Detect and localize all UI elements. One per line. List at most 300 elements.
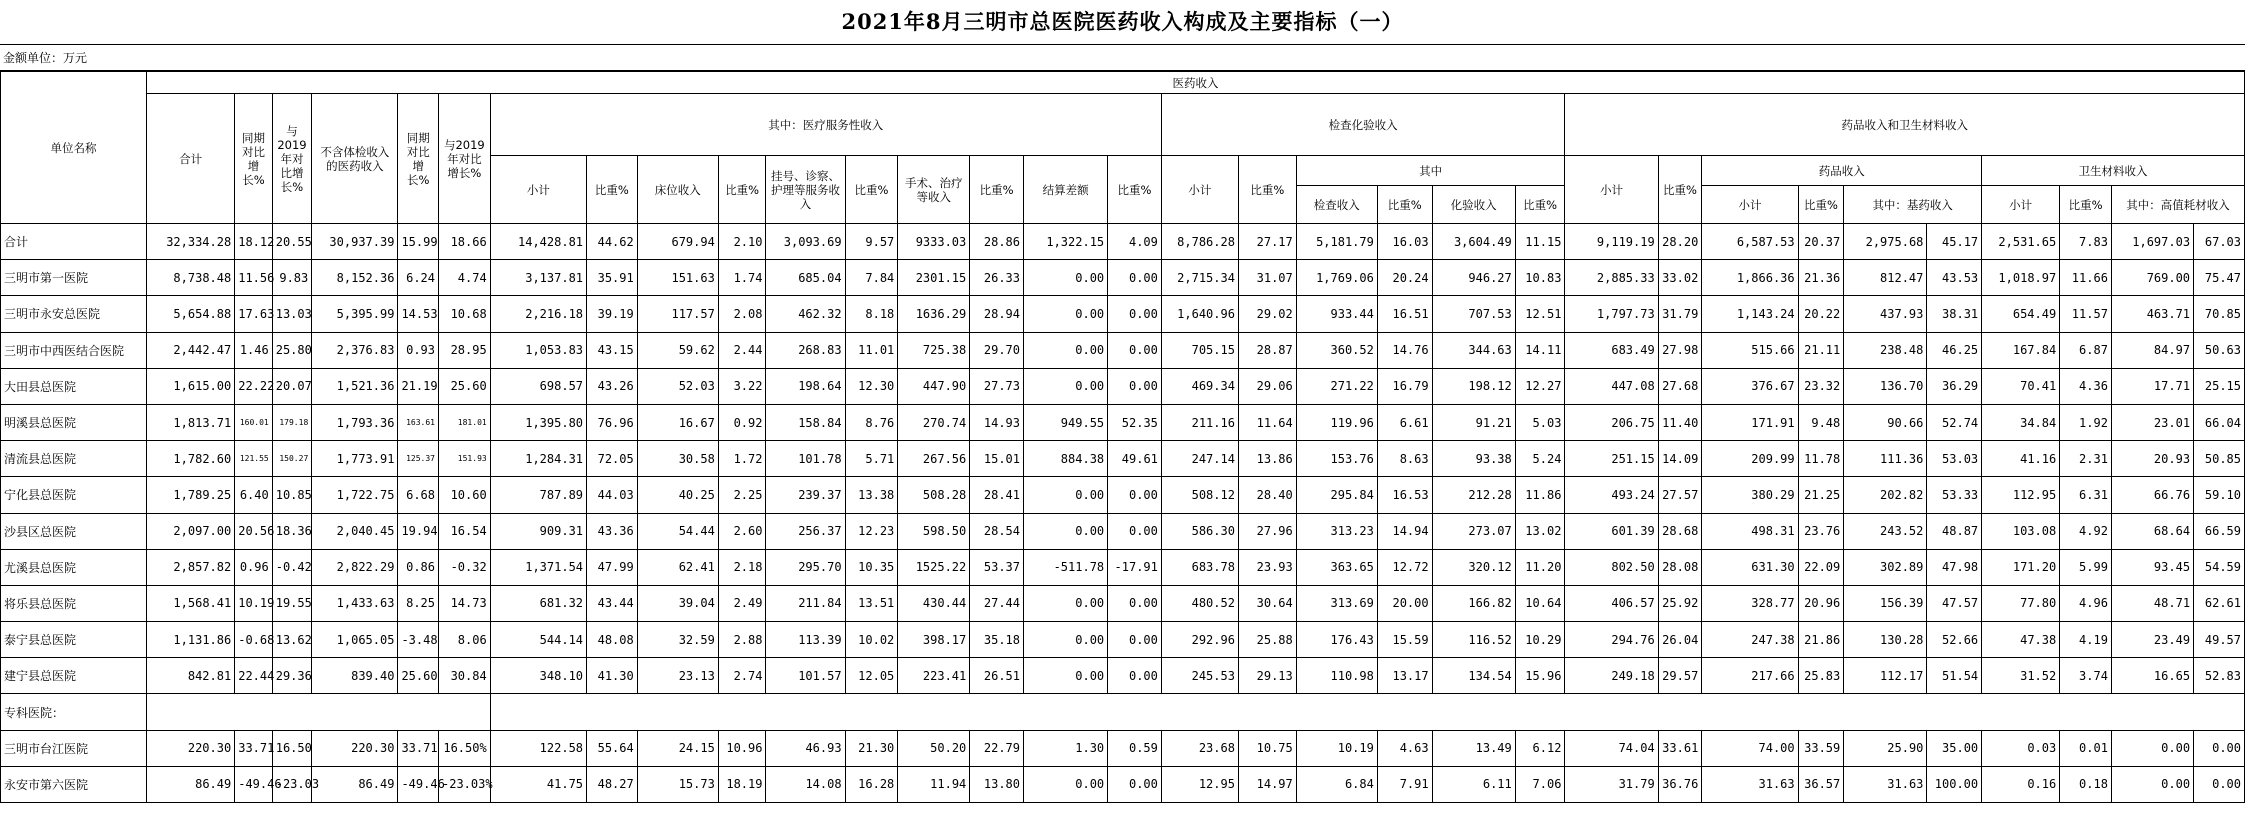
- table-cell: 6.87: [2060, 332, 2112, 368]
- table-cell: 25.92: [1658, 585, 1702, 621]
- table-cell: 6.68: [398, 477, 439, 513]
- table-cell: 681.32: [490, 585, 586, 621]
- table-cell: 20.93: [2111, 441, 2193, 477]
- table-cell: 101.57: [766, 658, 845, 694]
- table-cell: 295.70: [766, 549, 845, 585]
- table-cell: 20.07: [272, 368, 312, 404]
- table-cell: 302.89: [1844, 549, 1927, 585]
- header-high-value: 其中：高值耗材收入: [2111, 186, 2244, 224]
- table-cell: 1,018.97: [1982, 260, 2060, 296]
- table-cell: 544.14: [490, 622, 586, 658]
- table-cell: 1,568.41: [147, 585, 235, 621]
- table-cell: 4.92: [2060, 513, 2112, 549]
- table-cell: 217.66: [1702, 658, 1798, 694]
- table-cell: 0.00: [2111, 766, 2193, 802]
- table-cell: 2,097.00: [147, 513, 235, 549]
- table-cell: 3,093.69: [766, 224, 845, 260]
- table-cell: 39.04: [637, 585, 718, 621]
- table-cell: 16.79: [1377, 368, 1432, 404]
- table-cell: 0.00: [1108, 332, 1162, 368]
- table-cell: 3.74: [2060, 658, 2112, 694]
- table-cell: 10.19: [1296, 730, 1377, 766]
- table-cell: 267.56: [898, 441, 970, 477]
- table-cell: 398.17: [898, 622, 970, 658]
- table-cell: 11.64: [1238, 404, 1296, 440]
- table-cell: 1.30: [1024, 730, 1108, 766]
- table-cell: 167.84: [1982, 332, 2060, 368]
- table-cell: 0.00: [1108, 296, 1162, 332]
- table-cell: 1.46: [235, 332, 273, 368]
- table-cell: 8.25: [398, 585, 439, 621]
- table-cell: 125.37: [398, 441, 439, 477]
- table-cell: 21.86: [1798, 622, 1844, 658]
- table-cell: 54.59: [2194, 549, 2245, 585]
- table-row: [1, 224, 2245, 260]
- table-cell: 22.22: [235, 368, 273, 404]
- table-cell: 10.60: [439, 477, 491, 513]
- table-cell: 909.31: [490, 513, 586, 549]
- table-cell: 6.24: [398, 260, 439, 296]
- table-cell: 27.44: [970, 585, 1024, 621]
- table-cell: 1,433.63: [312, 585, 398, 621]
- table-cell: 171.91: [1702, 404, 1798, 440]
- table-cell: 15.96: [1515, 658, 1565, 694]
- table-cell: 586.30: [1161, 513, 1238, 549]
- table-cell: 0.01: [2060, 730, 2112, 766]
- table-cell: 206.75: [1565, 404, 1658, 440]
- table-cell: 0.00: [1024, 260, 1108, 296]
- table-cell: 31.52: [1982, 658, 2060, 694]
- table-cell: 153.76: [1296, 441, 1377, 477]
- table-cell: 15.99: [398, 224, 439, 260]
- table-cell: 90.66: [1844, 404, 1927, 440]
- table-cell: 0.00: [1108, 585, 1162, 621]
- table-cell: 1,769.06: [1296, 260, 1377, 296]
- table-cell: 0.00: [1108, 260, 1162, 296]
- table-cell: 27.73: [970, 368, 1024, 404]
- table-row: [1, 549, 2245, 585]
- table-cell: 76.96: [587, 404, 638, 440]
- table-cell: 1,797.73: [1565, 296, 1658, 332]
- unit-label: 金额单位：万元: [0, 44, 2245, 71]
- table-cell: 101.78: [766, 441, 845, 477]
- table-cell: -23.03%: [439, 766, 491, 802]
- table-cell: 150.27: [272, 441, 312, 477]
- table-cell: 19.94: [398, 513, 439, 549]
- table-cell: 705.15: [1161, 332, 1238, 368]
- table-cell: 11.66: [2060, 260, 2112, 296]
- table-cell: 28.68: [1658, 513, 1702, 549]
- row-unit-name: 尤溪县总医院: [1, 549, 147, 585]
- table-cell: 31.63: [1702, 766, 1798, 802]
- table-cell: 769.00: [2111, 260, 2193, 296]
- table-cell: 812.47: [1844, 260, 1927, 296]
- table-cell: 24.15: [637, 730, 718, 766]
- table-cell: 46.93: [766, 730, 845, 766]
- row-unit-name: 将乐县总医院: [1, 585, 147, 621]
- table-cell: 239.37: [766, 477, 845, 513]
- table-cell: 247.14: [1161, 441, 1238, 477]
- table-cell: 151.93: [439, 441, 491, 477]
- table-cell: 802.50: [1565, 549, 1658, 585]
- table-cell: 1,065.05: [312, 622, 398, 658]
- table-row: [1, 368, 2245, 404]
- table-cell: 0.00: [2111, 730, 2193, 766]
- row-unit-name: 三明市中西医结合医院: [1, 332, 147, 368]
- table-cell: 598.50: [898, 513, 970, 549]
- table-cell: 14.11: [1515, 332, 1565, 368]
- table-cell: -3.48: [398, 622, 439, 658]
- table-cell: 84.97: [2111, 332, 2193, 368]
- table-cell: 8,786.28: [1161, 224, 1238, 260]
- table-cell: 25.83: [1798, 658, 1844, 694]
- table-cell: 16.28: [845, 766, 898, 802]
- table-cell: 2.49: [718, 585, 766, 621]
- section-row: [1, 694, 2245, 730]
- table-cell: 32.59: [637, 622, 718, 658]
- table-cell: 0.00: [1108, 368, 1162, 404]
- table-cell: 14.93: [970, 404, 1024, 440]
- table-cell: 243.52: [1844, 513, 1927, 549]
- table-cell: 12.51: [1515, 296, 1565, 332]
- table-cell: 62.61: [2194, 585, 2245, 621]
- header-exam-ratio: 比重%: [1238, 156, 1296, 224]
- table-cell: 14.73: [439, 585, 491, 621]
- table-cell: 11.15: [1515, 224, 1565, 260]
- table-cell: 62.41: [637, 549, 718, 585]
- table-row: [1, 404, 2245, 440]
- table-cell: 7.83: [2060, 224, 2112, 260]
- table-cell: 53.33: [1927, 477, 1982, 513]
- table-row: [1, 730, 2245, 766]
- table-cell: 47.99: [587, 549, 638, 585]
- table-cell: 251.15: [1565, 441, 1658, 477]
- row-unit-name: 永安市第六医院: [1, 766, 147, 802]
- table-cell: 363.65: [1296, 549, 1377, 585]
- table-cell: 5.03: [1515, 404, 1565, 440]
- table-cell: 113.39: [766, 622, 845, 658]
- table-cell: 12.95: [1161, 766, 1238, 802]
- table-cell: 29.06: [1238, 368, 1296, 404]
- table-cell: 23.01: [2111, 404, 2193, 440]
- table-cell: 320.12: [1432, 549, 1515, 585]
- table-cell: 1.74: [718, 260, 766, 296]
- table-cell: 30.84: [439, 658, 491, 694]
- table-cell: 41.16: [1982, 441, 2060, 477]
- header-service-subtotal: 小计: [490, 156, 586, 224]
- header-medical-income: 医药收入: [147, 72, 2245, 94]
- table-body: [1, 224, 2245, 803]
- table-cell: 38.31: [1927, 296, 1982, 332]
- row-unit-name: 建宁县总医院: [1, 658, 147, 694]
- table-cell: 53.03: [1927, 441, 1982, 477]
- table-cell: 39.19: [587, 296, 638, 332]
- table-cell: 19.55: [272, 585, 312, 621]
- table-cell: 245.53: [1161, 658, 1238, 694]
- table-cell: 10.75: [1238, 730, 1296, 766]
- table-cell: 35.00: [1927, 730, 1982, 766]
- table-cell: 25.60: [439, 368, 491, 404]
- table-cell: 515.66: [1702, 332, 1798, 368]
- table-cell: 16.67: [637, 404, 718, 440]
- table-cell: 33.61: [1658, 730, 1702, 766]
- table-cell: 25.88: [1238, 622, 1296, 658]
- header-material: 卫生材料收入: [1982, 156, 2245, 186]
- table-cell: 683.78: [1161, 549, 1238, 585]
- table-cell: 2,857.82: [147, 549, 235, 585]
- table-cell: 8.63: [1377, 441, 1432, 477]
- table-cell: 25.80: [272, 332, 312, 368]
- table-cell: 198.12: [1432, 368, 1515, 404]
- table-cell: 0.96: [235, 549, 273, 585]
- header-vs2019: 与2019年对比增长%: [272, 94, 312, 224]
- table-cell: 119.96: [1296, 404, 1377, 440]
- table-cell: 0.00: [1024, 296, 1108, 332]
- page-title: 2021年8月三明市总医院医药收入构成及主要指标（一）: [841, 9, 1404, 34]
- table-cell: 18.12: [235, 224, 273, 260]
- table-cell: 23.49: [2111, 622, 2193, 658]
- table-cell: 28.54: [970, 513, 1024, 549]
- table-cell: 0.00: [1024, 513, 1108, 549]
- row-unit-name: 清流县总医院: [1, 441, 147, 477]
- table-cell: 112.95: [1982, 477, 2060, 513]
- table-cell: 22.09: [1798, 549, 1844, 585]
- table-cell: 23.68: [1161, 730, 1238, 766]
- table-cell: 14.97: [1238, 766, 1296, 802]
- table-cell: 5,181.79: [1296, 224, 1377, 260]
- table-cell: 1,053.83: [490, 332, 586, 368]
- table-cell: 18.19: [718, 766, 766, 802]
- table-cell: 9.48: [1798, 404, 1844, 440]
- table-cell: 8.76: [845, 404, 898, 440]
- table-cell: 26.04: [1658, 622, 1702, 658]
- table-cell: 10.64: [1515, 585, 1565, 621]
- table-cell: 508.28: [898, 477, 970, 513]
- table-cell: 14,428.81: [490, 224, 586, 260]
- table-cell: 2,975.68: [1844, 224, 1927, 260]
- table-cell: 447.90: [898, 368, 970, 404]
- table-row: [1, 585, 2245, 621]
- table-cell: 212.28: [1432, 477, 1515, 513]
- table-cell: 0.00: [2194, 766, 2245, 802]
- table-cell: 43.53: [1927, 260, 1982, 296]
- table-cell: 2.44: [718, 332, 766, 368]
- table-cell: 787.89: [490, 477, 586, 513]
- table-cell: 112.17: [1844, 658, 1927, 694]
- table-cell: 16.51: [1377, 296, 1432, 332]
- section-label: 专科医院：: [1, 694, 147, 730]
- table-cell: 3.22: [718, 368, 766, 404]
- table-cell: 376.67: [1702, 368, 1798, 404]
- table-cell: 22.44: [235, 658, 273, 694]
- table-cell: 11.01: [845, 332, 898, 368]
- table-cell: 130.28: [1844, 622, 1927, 658]
- table-cell: 0.00: [1108, 766, 1162, 802]
- table-cell: 40.25: [637, 477, 718, 513]
- row-unit-name: 大田县总医院: [1, 368, 147, 404]
- table-cell: 66.59: [2194, 513, 2245, 549]
- table-cell: 10.85: [272, 477, 312, 513]
- table-cell: -49.46: [398, 766, 439, 802]
- table-cell: 49.61: [1108, 441, 1162, 477]
- table-cell: 52.35: [1108, 404, 1162, 440]
- table-cell: 7.06: [1515, 766, 1565, 802]
- table-cell: 4.09: [1108, 224, 1162, 260]
- table-cell: 0.00: [1108, 622, 1162, 658]
- table-cell: 1,615.00: [147, 368, 235, 404]
- table-cell: [147, 694, 491, 730]
- table-cell: 25.15: [2194, 368, 2245, 404]
- table-cell: 13.51: [845, 585, 898, 621]
- table-cell: 28.87: [1238, 332, 1296, 368]
- table-cell: 6.84: [1296, 766, 1377, 802]
- table-cell: -0.68: [235, 622, 273, 658]
- table-cell: 256.37: [766, 513, 845, 549]
- header-drug-ratio: 比重%: [1798, 186, 1844, 224]
- table-cell: 1.72: [718, 441, 766, 477]
- table-cell: -23.03: [272, 766, 312, 802]
- header-material-subtotal: 小计: [1982, 186, 2060, 224]
- table-cell: 70.85: [2194, 296, 2245, 332]
- header-exam: 检查化验收入: [1161, 94, 1565, 156]
- table-cell: 158.84: [766, 404, 845, 440]
- table-cell: 16.50: [272, 730, 312, 766]
- table-cell: 33.71: [398, 730, 439, 766]
- table-cell: 6.11: [1432, 766, 1515, 802]
- table-cell: 23.32: [1798, 368, 1844, 404]
- table-cell: 884.38: [1024, 441, 1108, 477]
- table-cell: 11.57: [2060, 296, 2112, 332]
- table-cell: 2.31: [2060, 441, 2112, 477]
- table-cell: 50.85: [2194, 441, 2245, 477]
- table-cell: 437.93: [1844, 296, 1927, 332]
- table-cell: 313.23: [1296, 513, 1377, 549]
- header-yoy: 同期对比增长%: [235, 94, 273, 224]
- table-cell: 30.58: [637, 441, 718, 477]
- table-cell: 508.12: [1161, 477, 1238, 513]
- table-cell: 1,722.75: [312, 477, 398, 513]
- table-cell: 28.95: [439, 332, 491, 368]
- table-cell: 31.79: [1658, 296, 1702, 332]
- header-drug-subtotal: 小计: [1702, 186, 1798, 224]
- table-cell: 683.49: [1565, 332, 1658, 368]
- table-cell: 10.02: [845, 622, 898, 658]
- table-cell: 33.59: [1798, 730, 1844, 766]
- table-cell: 20.37: [1798, 224, 1844, 260]
- table-cell: 74.04: [1565, 730, 1658, 766]
- table-cell: 0.93: [398, 332, 439, 368]
- table-cell: 16.03: [1377, 224, 1432, 260]
- table-cell: 9333.03: [898, 224, 970, 260]
- table-cell: 36.29: [1927, 368, 1982, 404]
- table-cell: 0.03: [1982, 730, 2060, 766]
- table-cell: 211.16: [1161, 404, 1238, 440]
- table-cell: 463.71: [2111, 296, 2193, 332]
- table-cell: 86.49: [312, 766, 398, 802]
- table-cell: 52.74: [1927, 404, 1982, 440]
- table-cell: 8,152.36: [312, 260, 398, 296]
- header-service-ratio: 比重%: [587, 156, 638, 224]
- table-cell: 116.52: [1432, 622, 1515, 658]
- table-cell: 28.40: [1238, 477, 1296, 513]
- table-cell: 8,738.48: [147, 260, 235, 296]
- table-cell: 5,654.88: [147, 296, 235, 332]
- table-cell: 46.25: [1927, 332, 1982, 368]
- table-cell: 725.38: [898, 332, 970, 368]
- table-cell: 166.82: [1432, 585, 1515, 621]
- table-cell: 16.53: [1377, 477, 1432, 513]
- header-registration: 挂号、诊察、护理等服务收入: [766, 156, 845, 224]
- table-cell: 21.36: [1798, 260, 1844, 296]
- table-cell: 1,866.36: [1702, 260, 1798, 296]
- table-cell: 43.15: [587, 332, 638, 368]
- header-settlement-ratio: 比重%: [1108, 156, 1162, 224]
- table-cell: 54.44: [637, 513, 718, 549]
- table-cell: 117.57: [637, 296, 718, 332]
- table-cell: 12.05: [845, 658, 898, 694]
- table-cell: 41.75: [490, 766, 586, 802]
- header-check-ratio: 比重%: [1377, 186, 1432, 224]
- header-unit-name: 单位名称: [1, 72, 147, 224]
- table-cell: 842.81: [147, 658, 235, 694]
- table-cell: 13.86: [1238, 441, 1296, 477]
- table-cell: 70.41: [1982, 368, 2060, 404]
- row-unit-name: 三明市永安总医院: [1, 296, 147, 332]
- table-cell: 4.63: [1377, 730, 1432, 766]
- table-cell: 121.55: [235, 441, 273, 477]
- table-cell: 2.08: [718, 296, 766, 332]
- table-cell: 13.38: [845, 477, 898, 513]
- table-cell: 268.83: [766, 332, 845, 368]
- table-cell: 0.00: [1024, 368, 1108, 404]
- header-surgery: 手术、治疗等收入: [898, 156, 970, 224]
- table-cell: 100.00: [1927, 766, 1982, 802]
- table-cell: 292.96: [1161, 622, 1238, 658]
- table-cell: 0.86: [398, 549, 439, 585]
- header-total: 合计: [147, 94, 235, 224]
- table-cell: 5.99: [2060, 549, 2112, 585]
- table-cell: 47.57: [1927, 585, 1982, 621]
- table-cell: 176.43: [1296, 622, 1377, 658]
- table-cell: 1,782.60: [147, 441, 235, 477]
- table-cell: 12.72: [1377, 549, 1432, 585]
- table-cell: 27.98: [1658, 332, 1702, 368]
- table-cell: 1,131.86: [147, 622, 235, 658]
- table-cell: 156.39: [1844, 585, 1927, 621]
- table-cell: 35.91: [587, 260, 638, 296]
- table-cell: 13.80: [970, 766, 1024, 802]
- table-cell: 11.78: [1798, 441, 1844, 477]
- table-cell: 13.17: [1377, 658, 1432, 694]
- table-cell: [490, 694, 2244, 730]
- table-cell: 22.79: [970, 730, 1024, 766]
- table-cell: 2.10: [718, 224, 766, 260]
- table-cell: 0.00: [1024, 658, 1108, 694]
- table-cell: 122.58: [490, 730, 586, 766]
- table-cell: 198.64: [766, 368, 845, 404]
- table-cell: 360.52: [1296, 332, 1377, 368]
- header-basic-drug: 其中：基药收入: [1844, 186, 1982, 224]
- table-cell: 2.60: [718, 513, 766, 549]
- table-cell: 52.66: [1927, 622, 1982, 658]
- table-cell: 16.54: [439, 513, 491, 549]
- table-cell: 16.65: [2111, 658, 2193, 694]
- table-cell: 6.40: [235, 477, 273, 513]
- table-cell: 11.56: [235, 260, 273, 296]
- table-cell: 14.76: [1377, 332, 1432, 368]
- table-cell: 21.25: [1798, 477, 1844, 513]
- table-cell: 1,640.96: [1161, 296, 1238, 332]
